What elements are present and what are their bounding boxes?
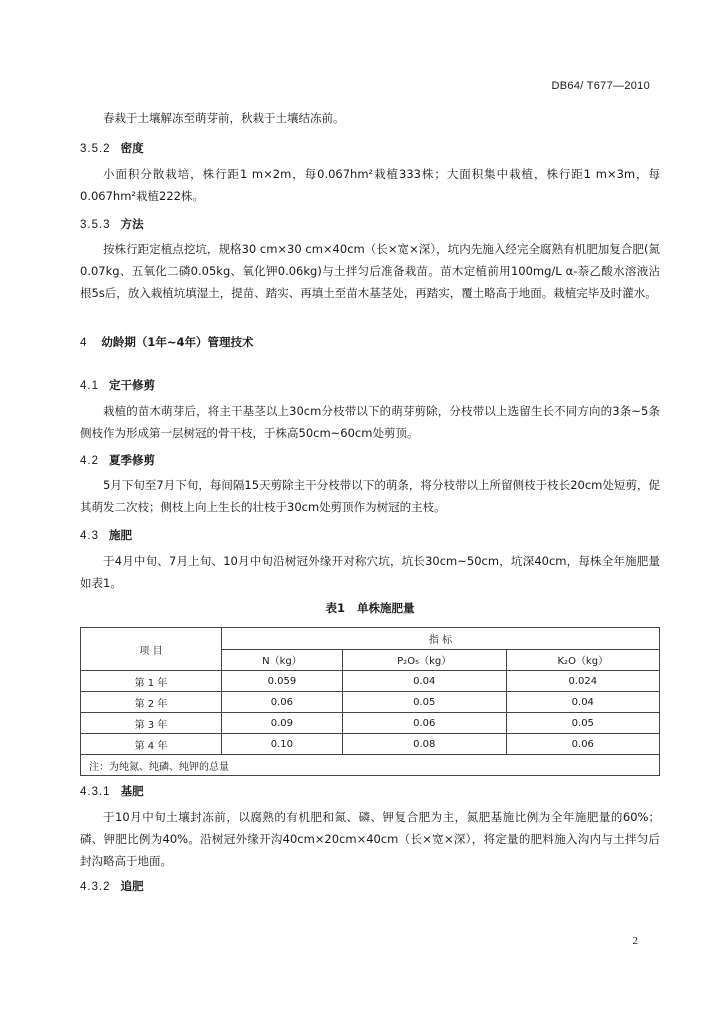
section-title: 追肥: [120, 879, 144, 893]
section-title: 方法: [120, 217, 144, 231]
table-caption-label: 表1: [325, 601, 345, 615]
section-number: 4.2: [80, 455, 99, 467]
section-title: 基肥: [120, 784, 144, 798]
section-number: 3.5.2: [80, 143, 111, 155]
paragraph-planting-time: 春栽于土壤解冻至萌芽前，秋栽于土壤结冻前。: [103, 111, 345, 125]
paragraph-4-1: 栽植的苗木萌芽后，将主干基茎以上30cm分枝带以下的萌芽剪除，分枝带以上选留生长不同方向的3条~5条侧枝作为形成第一层树冠的骨干枝，于株高50cm~60cm处剪顶。: [80, 404, 660, 440]
table-note: 注：为纯氮、纯磷、纯钾的总量: [81, 755, 660, 776]
heading-3-5-2: [80, 137, 660, 159]
table-cell-year: 第 2 年: [81, 692, 222, 713]
table-cell-p: 0.08: [342, 734, 506, 755]
table-header-item: 项 目: [81, 628, 222, 671]
section-title: 施肥: [109, 528, 132, 542]
table-row: [81, 671, 660, 692]
table-cell-k: 0.04: [506, 692, 659, 713]
document-code: DB64/ T677—2010: [551, 80, 650, 92]
table-cell-n: 0.10: [222, 734, 343, 755]
table-cell-k: 0.024: [506, 671, 659, 692]
heading-4: [80, 331, 660, 353]
table-cell-year: 第 1 年: [81, 671, 222, 692]
section-title: 定干修剪: [109, 378, 155, 392]
paragraph-method: 按株行距定植点挖坑，规格30 cm×30 cm×40cm（长×宽×深），坑内先施入经完全腐熟有机肥加复合肥(氮0.07kg、五氧化二磷0.05kg、氧化钾0.06kg)与土拌匀后准备栽苗。苗木定植前用100mg/L α-萘乙酸水溶液沾根5s后，放入栽植坑填湿土，提苗、踏实、再填土至苗木基茎处，再踏实，覆土略高于地面。栽植完毕及时灌水。: [80, 242, 660, 300]
table-cell-n: 0.06: [222, 692, 343, 713]
section-number: 3.5.3: [80, 219, 111, 231]
table-row: [81, 692, 660, 713]
heading-4-3-2: [80, 875, 660, 897]
table-cell-k: 0.06: [506, 734, 659, 755]
heading-4-2: [80, 449, 660, 471]
section-title: 夏季修剪: [109, 453, 155, 467]
table-cell-p: 0.04: [342, 671, 506, 692]
paragraph-4-2: 5月下旬至7月下旬，每间隔15天剪除主干分枝带以下的萌条，将分枝带以上所留侧枝于枝长20cm处短剪，促其萌发二次枝；侧枝上向上生长的壮枝于30cm处剪顶作为树冠的主枝。: [80, 478, 660, 514]
section-title: 密度: [120, 141, 144, 155]
page-number: 2: [632, 935, 638, 947]
table-header-group: 指 标: [222, 628, 660, 650]
table-row: [81, 734, 660, 755]
table-cell-n: 0.059: [222, 671, 343, 692]
table-cell-p: 0.06: [342, 713, 506, 734]
heading-4-1: [80, 374, 660, 396]
table-cell-k: 0.05: [506, 713, 659, 734]
fertilizer-table: [80, 627, 660, 776]
section-number: 4.3.2: [80, 881, 111, 893]
paragraph-density: 小面积分散栽培，株行距1 m×2m，每0.067hm²栽植333株；大面积集中栽植，株行距1 m×3m，每0.067hm²栽植222株。: [80, 167, 660, 203]
table-cell-n: 0.09: [222, 713, 343, 734]
table-cell-year: 第 3 年: [81, 713, 222, 734]
section-number: 4.3: [80, 530, 99, 542]
table-cell-p: 0.05: [342, 692, 506, 713]
table-row: [81, 713, 660, 734]
table-header-k: K₂O（kg）: [506, 649, 659, 671]
table-header-n: N（kg）: [222, 649, 343, 671]
section-number: 4.3.1: [80, 786, 111, 798]
table-header-p: P₂O₅（kg）: [342, 649, 506, 671]
paragraph-4-3-1: 于10月中旬土壤封冻前，以腐熟的有机肥和氮、磷、钾复合肥为主，氮肥基施比例为全年施肥量的60%；磷、钾肥比例为40%。沿树冠外缘开沟40cm×20cm×40cm（长×宽×深），将定量的肥料施入沟内与土拌匀后封沟略高于地面。: [80, 810, 660, 868]
section-title: 幼龄期（1年~4年）管理技术: [101, 335, 254, 349]
table-cell-year: 第 4 年: [81, 734, 222, 755]
heading-3-5-3: [80, 213, 660, 235]
heading-4-3-1: [80, 780, 660, 802]
table-caption: [80, 600, 660, 616]
heading-4-3: [80, 524, 660, 546]
table-caption-title: 单株施肥量: [357, 601, 415, 615]
paragraph-4-3: 于4月中旬、7月上旬、10月中旬沿树冠外缘开对称穴坑，坑长30cm~50cm，坑深40cm，每株全年施肥量如表1。: [80, 554, 660, 590]
section-number: 4.1: [80, 380, 99, 392]
section-number: 4: [80, 337, 88, 349]
